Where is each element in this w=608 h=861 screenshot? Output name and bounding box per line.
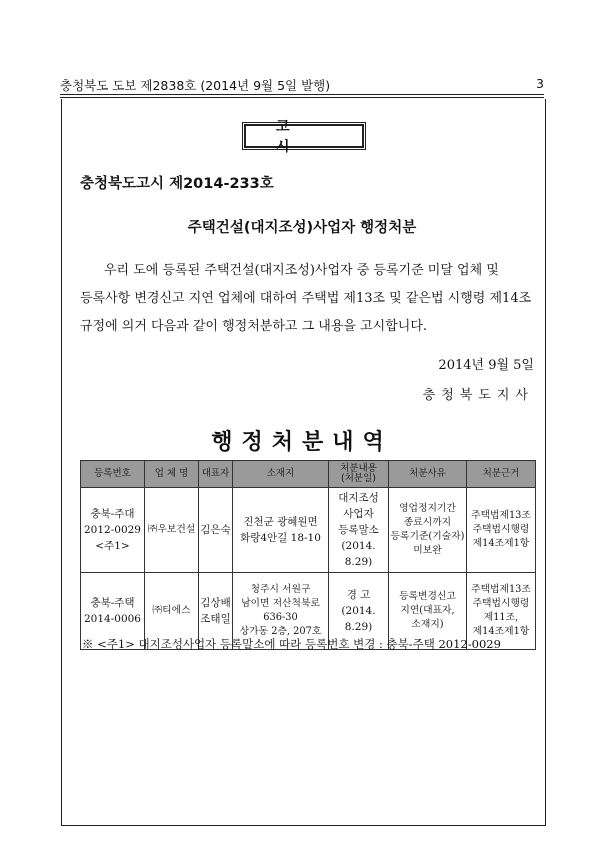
- header-cell: 업 체 명: [145, 461, 199, 488]
- address-cell: 진천군 광혜원면 화랑4안길 18-10: [233, 488, 329, 573]
- header-cell: 대표자: [199, 461, 233, 488]
- company-cell: ㈜티에스: [145, 573, 199, 650]
- header-cell: 처분사유: [389, 461, 467, 488]
- notice-subject: 주택건설(대지조성)사업자 행정처분: [187, 220, 417, 236]
- notice-body: [80, 257, 534, 341]
- reg-no-cell: 충북-주대 2012-0029 <주1>: [81, 488, 145, 573]
- header-cell: 소재지: [233, 461, 329, 488]
- reason-cell: 영업정지기간 종료시까지 등록기준(기술자) 미보완: [389, 488, 467, 573]
- disposition-table: [80, 460, 536, 650]
- section-title: 행정처분내역: [211, 430, 393, 455]
- table-row: [81, 488, 536, 573]
- ceo-cell: 김은숙: [199, 488, 233, 573]
- page-number: 3: [536, 76, 544, 91]
- reg-no-cell: 충북-주택 2014-0006: [81, 573, 145, 650]
- notice-date: 2014년 9월 5일: [438, 358, 534, 373]
- basis-cell: 주택법제13조 주택법시행령 제11조, 제14조제1항: [467, 573, 536, 650]
- header-cell: 처분근거: [467, 461, 536, 488]
- body-line-2: 등록사항 변경신고 지연 업체에 대하여 주택법 제13조 및 같은법 시행령 제14조: [80, 291, 532, 306]
- gazette-title: 충청북도 도보 제2838호 (2014년 9월 5일 발행): [60, 78, 331, 93]
- table-header-row: [81, 461, 536, 488]
- issuer: 충청북도지사: [422, 388, 534, 403]
- notice-number: 충청북도고시 제2014-233호: [80, 176, 274, 192]
- action-cell: 대지조성 사업자 등록말소 (2014. 8.29): [329, 488, 389, 573]
- notice-label: 고시: [276, 119, 320, 155]
- address-cell: 청주시 서원구 남이면 저산척북로 636-30 상가동 2층, 207호: [233, 573, 329, 650]
- header-rule-double: [60, 97, 544, 98]
- gazette-header: [60, 74, 544, 96]
- footnote: ※ <주1> 대지조성사업자 등록말소에 따라 등록번호 변경 : 충북-주택 2012-0029: [82, 637, 501, 651]
- notice-label-box: [244, 119, 364, 155]
- body-line-3: 규정에 의거 다음과 같이 행정처분하고 그 내용을 고시합니다.: [80, 319, 428, 334]
- company-cell: ㈜우보건설: [145, 488, 199, 573]
- reason-cell: 등록변경신고 지연(대표자, 소재지): [389, 573, 467, 650]
- body-line-1: 우리 도에 등록된 주택건설(대지조성)사업자 중 등록기준 미달 업체 및: [104, 263, 499, 278]
- ceo-cell: 김상배 조태일: [199, 573, 233, 650]
- header-cell: 등록번호: [81, 461, 145, 488]
- action-cell: 경 고 (2014. 8.29): [329, 573, 389, 650]
- header-cell: 처분내용 (처분일): [329, 461, 389, 488]
- basis-cell: 주택법제13조 주택법시행령 제14조제1항: [467, 488, 536, 573]
- header-rule: [60, 94, 544, 95]
